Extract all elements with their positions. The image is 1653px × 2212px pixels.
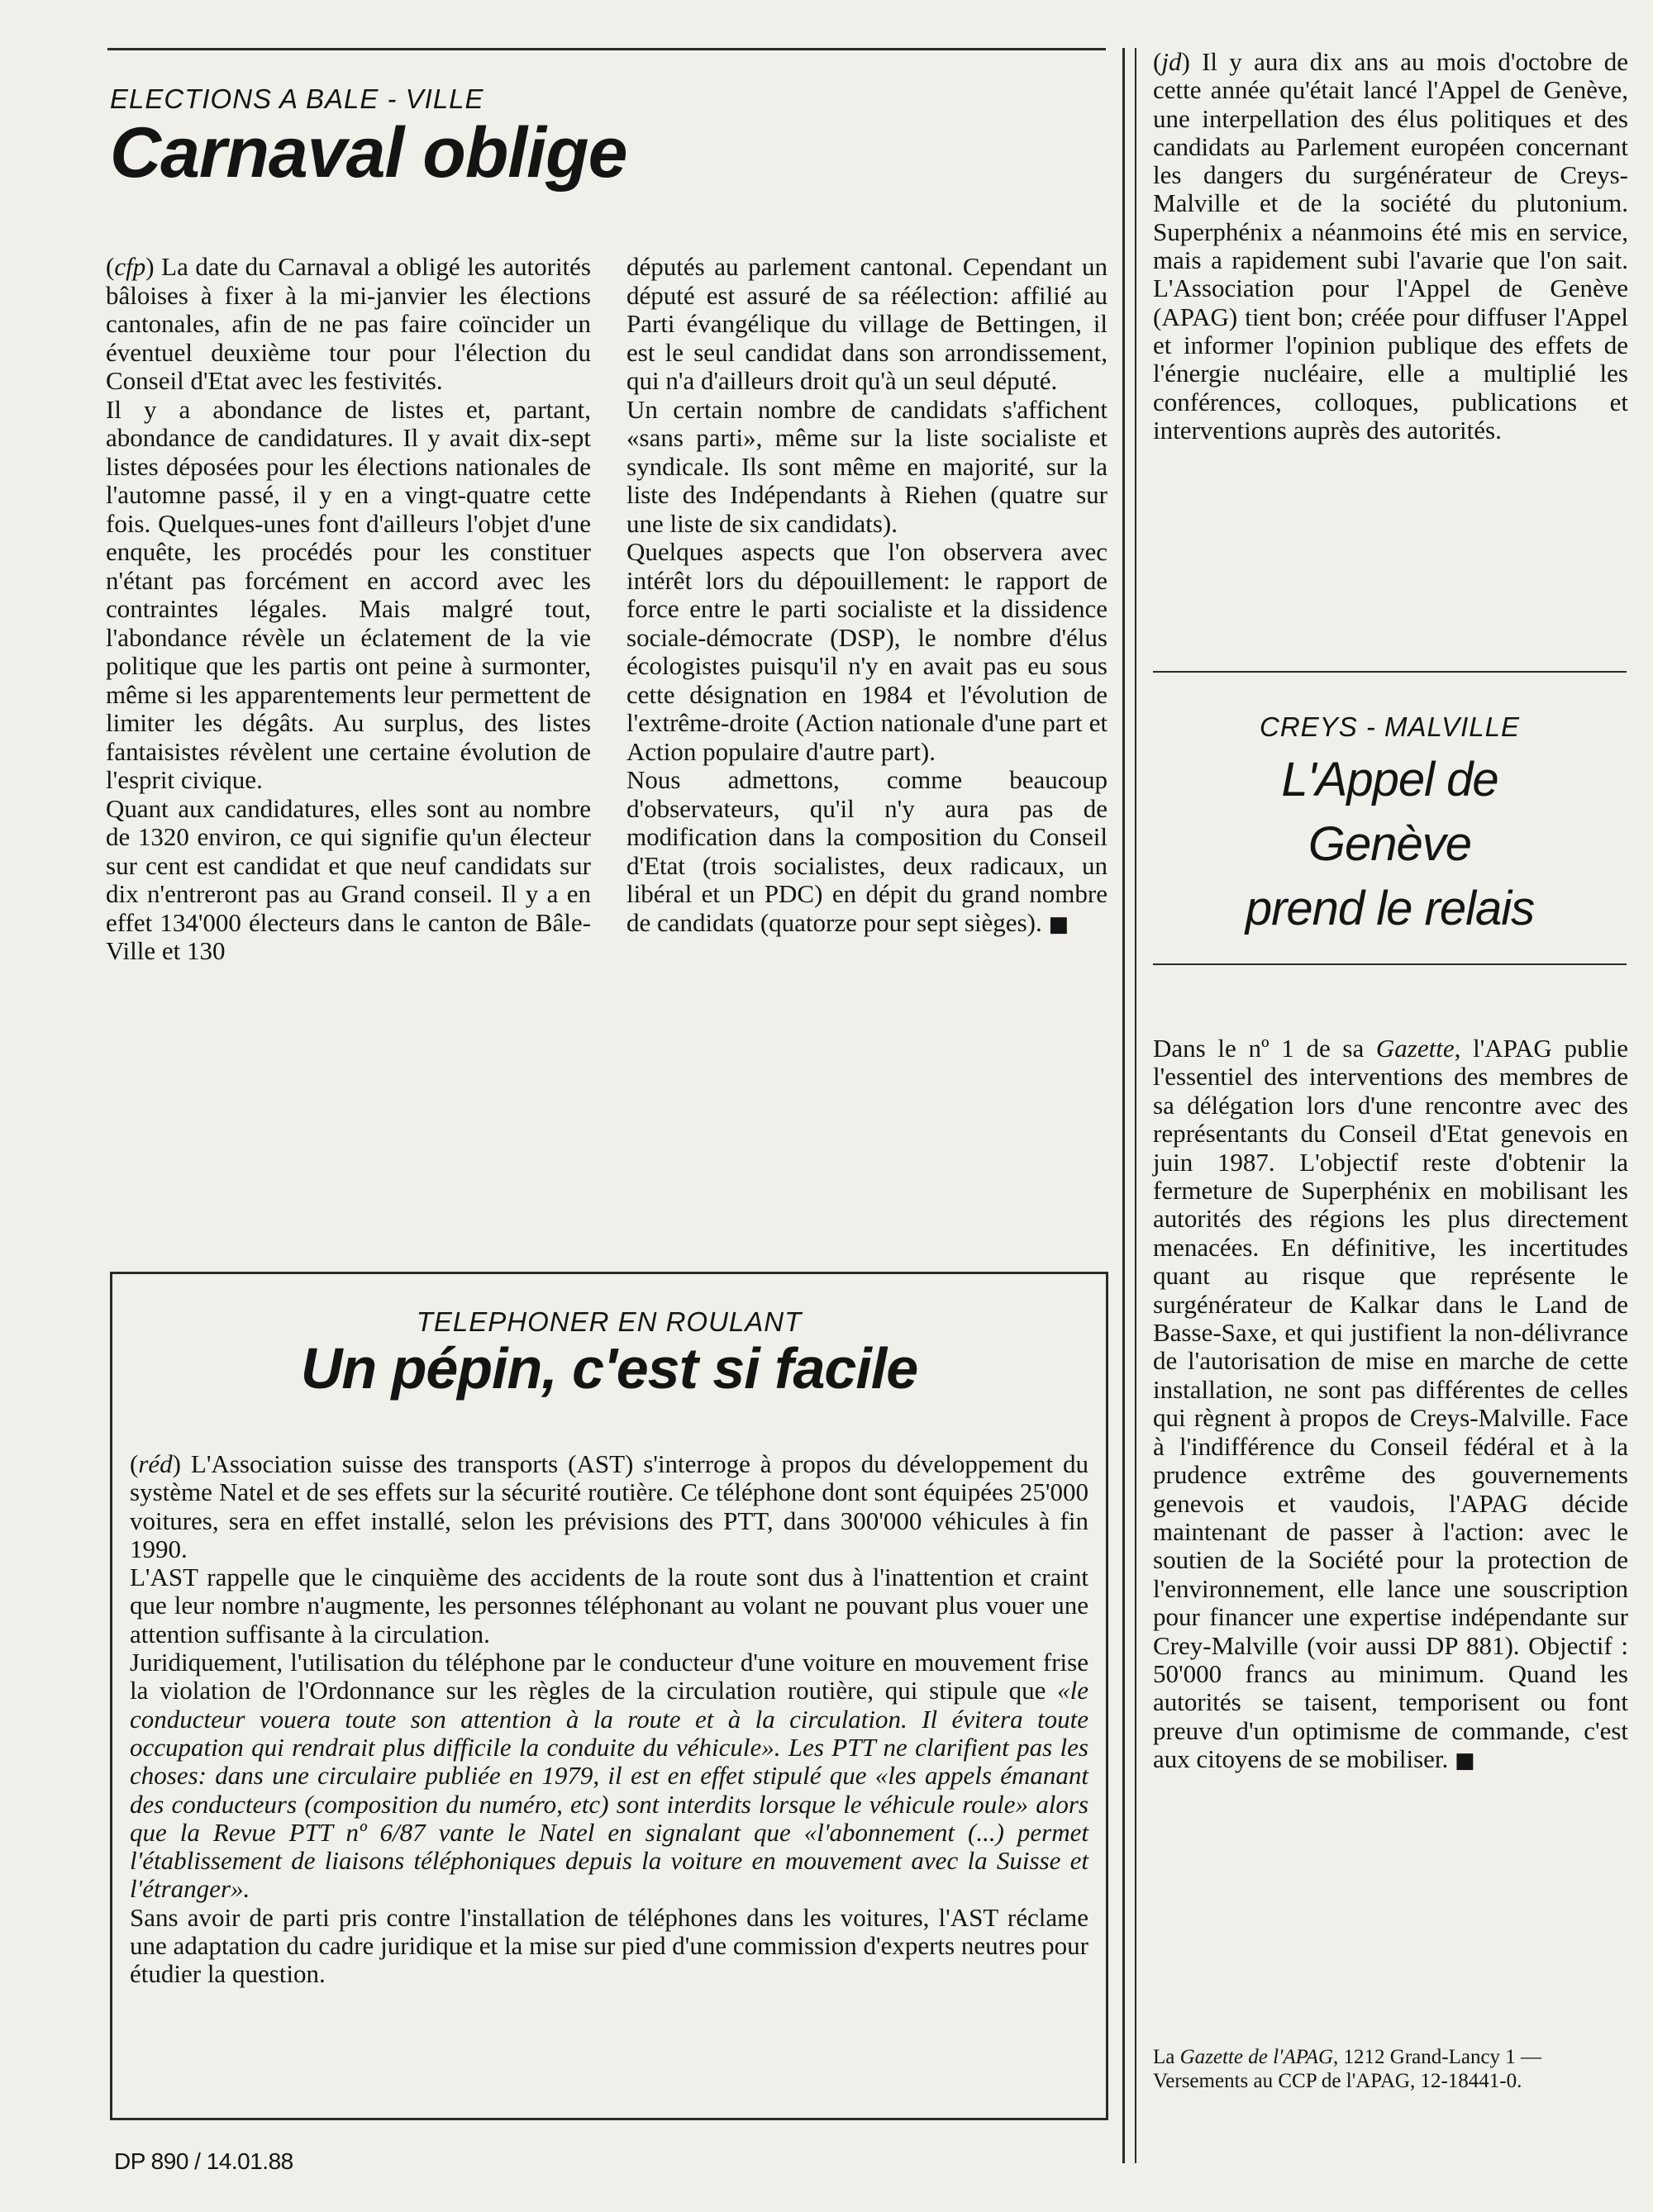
column-divider-left — [1122, 48, 1125, 2163]
carnaval-paragraph: Un certain nombre de candidats s'affichent «sans parti», même sur la liste socialiste et syndicale. Ils sont même en majorité, sur la liste des Indépendants à Riehen (quatre sur une liste de six candidats). — [626, 394, 1108, 538]
telephone-paragraph: Sans avoir de parti pris contre l'installation de téléphones dans les voitures, l'AST réclame une adaptation du cadre juridique et la mise sur pied d'une commission d'experts neutres pour étudier la question. — [130, 1902, 1089, 1989]
creys-top-rule — [1153, 671, 1627, 673]
gazette-title: Gazette de l'APAG — [1179, 2046, 1334, 2068]
page-folio: DP 890 / 14.01.88 — [114, 2148, 293, 2174]
carnaval-paragraph: (cfp) La date du Carnaval a obligé les autorités bâloises à fixer à la mi-janvier les élections cantonales, afin de ne pas faire coïncider un éventuel deuxième tour pour l'élection du Conseil d'Etat avec les festivités. — [106, 252, 591, 395]
carnaval-column-2 — [626, 253, 1108, 939]
carnaval-paragraph: Il y a abondance de listes et, partant, abondance de candidatures. Il y avait dix-sept listes déposées pour les élections nationales de l'automne passé, il y en a vingt-quatre cette fois. Quelques-unes font d'ailleurs l'objet d'une enquête, les procédés pour les constituer n'étant pas forcément en accord avec les contraintes légales. Mais malgré tout, l'abondance révèle un éclatement de la vie politique que les partis ont peine à surmonter, même si les apparentements leur permettent de limiter les dégâts. Au surplus, des listes fantaisistes révèlent une certaine évolution de l'esprit civique. — [106, 394, 591, 794]
end-mark-icon: ■ — [1048, 911, 1069, 937]
carnaval-byline: cfp — [114, 252, 146, 281]
telephone-paragraph: L'AST rappelle que le cinquième des accidents de la route sont dus à l'inattention et craint que leur nombre n'augmente, les personnes téléphonant au volant ne pouvant plus vouer une attention suffisante à la circulation. — [130, 1563, 1089, 1648]
apag-byline: jd — [1161, 47, 1182, 76]
creys-bottom-rule — [1153, 963, 1627, 965]
telephone-title: Un pépin, c'est si facile — [300, 1336, 918, 1401]
gazette-title: Gazette — [1375, 1034, 1455, 1063]
carnaval-paragraph: Quelques aspects que l'on observera avec intérêt lors du dépouillement: le rapport de force entre le parti socialiste et la dissidence sociale-démocrate (DSP), le nombre d'élus écologistes puisqu'il n'y en avait pas eu sous cette désignation en 1984 et l'évolution de l'extrême-droite (Action nationale d'une part et Action populaire d'autre part). — [626, 537, 1108, 766]
creys-title-line: Genève — [1308, 817, 1472, 871]
carnaval-column-1 — [106, 253, 591, 966]
telephone-kicker: TELEPHONER EN ROULANT — [416, 1306, 803, 1337]
carnaval-title: Carnaval oblige — [110, 113, 627, 193]
column-divider-right — [1135, 48, 1136, 2163]
carnaval-kicker: ELECTIONS A BALE - VILLE — [110, 83, 484, 114]
telephone-body — [130, 1450, 1089, 1989]
carnaval-paragraph: Nous admettons, comme beaucoup d'observateurs, qu'il n'y aura pas de modification dans la composition du Conseil d'Etat (trois socialistes, deux radicaux, un libéral et un PDC) en dépit du grand nombre de candidats (quatorze pour sept sièges). ■ — [626, 765, 1108, 937]
end-mark-icon: ■ — [1455, 1748, 1475, 1774]
telephone-paragraph: (réd) L'Association suisse des transports (AST) s'interroge à propos du développement du système Natel et de ses effets sur la sécurité routière. Ce téléphone dont sont équipées 25'000 voitures, sera en effet installé, selon les prévisions des PTT, dans 300'000 véhicules à fin 1990. — [130, 1449, 1089, 1563]
carnaval-paragraph: Quant aux candidatures, elles sont au nombre de 1320 environ, ce qui signifie qu'un électeur sur cent est candidat et que neuf candidats sur dix n'entreront pas au Grand conseil. Il y a en effet 134'000 électeurs dans le canton de Bâle-Ville et 130 — [106, 793, 591, 965]
creys-body — [1153, 1035, 1628, 1776]
apag-paragraph: (jd) Il y aura dix ans au mois d'octobre de cette année qu'était lancé l'Appel de Genève, une interpellation des élus politiques et des candidats au Parlement européen concernant les dangers du surgénérateur de Creys-Malville et de la société du plutonium. Superphénix a néanmoins été mis en service, mais a rapidement subi l'avarie que l'on sait. L'Association pour l'Appel de Genève (APAG) tient bon; créée pour diffuser l'Appel et informer l'opinion publique des effets de l'énergie nucléaire, elle a multiplié les conférences, colloques, publications et interventions auprès des autorités. — [1153, 47, 1628, 445]
telephone-paragraph: Juridiquement, l'utilisation du téléphone par le conducteur d'une voiture en mouvement frise la violation de l'Ordonnance sur les règles de la circulation routière, qui stipule que «le conducteur vouera toute son attention à la route et à la circulation. Il évitera toute occupation qui rendrait plus difficile la conduite du véhicule». Les PTT ne clarifient pas les choses: dans une circulaire publiée en 1979, il est en effet stipulé que «les appels émanant des conducteurs (composition du numéro, etc) sont interdits lorsque le véhicule roule» alors que la Revue PTT nº 6/87 vante le Natel en signalant que «l'abonnement (...) permet l'établissement de liaisons téléphoniques depuis la voiture en mouvement avec la Suisse et l'étranger». — [130, 1648, 1089, 1904]
creys-title-line: prend le relais — [1245, 882, 1535, 935]
top-rule — [107, 48, 1106, 50]
creys-title-line: L'Appel de — [1281, 753, 1498, 806]
carnaval-paragraph: députés au parlement cantonal. Cependant un député est assuré de sa réélection: affilié au Parti évangélique du village de Bettingen, il est le seul candidat dans son arrondissement, qui n'a d'ailleurs droit qu'à un seul député. — [626, 252, 1108, 395]
creys-source-note: La Gazette de l'APAG, 1212 Grand-Lancy 1 — Versements au CCP de l'APAG, 12-18441-0. — [1153, 2046, 1542, 2092]
creys-title — [1153, 748, 1627, 941]
apag-intro — [1153, 48, 1628, 445]
telephone-quote: «le conducteur vouera toute son attention à la route et à la circulation. Il évitera toute occupation qui rendrait plus difficile la conduite du véhicule». Les PTT ne clarifient pas les choses: dans une circulaire publiée en 1979, il est en effet stipulé que «les appels émanant des conducteurs (composition du numéro, etc) sont interdits lorsque le véhicule roule» alors que la Revue PTT nº 6/87 vante le Natel en signalant que «l'abonnement (...) permet l'établissement de liaisons téléphoniques depuis la voiture en mouvement avec la Suisse et l'étranger». — [130, 1676, 1089, 1904]
creys-paragraph: Dans le nº 1 de sa Gazette, l'APAG publie l'essentiel des interventions des membres de sa délégation lors d'une rencontre avec des représentants du Conseil d'Etat genevois en juin 1987. L'objectif reste d'obtenir la fermeture de Superphénix en mobilisant les autorités des régions les plus directement menacées. En définitive, les incertitudes quant au risque que représente le surgénérateur de Kalkar dans le Land de Basse-Saxe, et qui justifient la non-délivrance de l'autorisation de mise en marche de cette installation, ne sont pas différentes de celles qui règnent à propos de Creys-Malville. Face à l'indifférence du Conseil fédéral et à la prudence extrême des gouvernements genevois et vaudois, l'APAG décide maintenant de passer à l'action: avec le soutien de la Société pour la protection de l'environnement, elle lance une souscription pour financer une expertise indépendante sur Crey-Malville (voir aussi DP 881). Objectif : 50'000 francs au minimum. Quand les autorités se taisent, temporisent ou font preuve d'un optimisme de commande, c'est aux citoyens de se mobiliser. ■ — [1153, 1034, 1628, 1774]
telephone-byline: réd — [138, 1449, 173, 1478]
creys-kicker: CREYS - MALVILLE — [1260, 711, 1520, 742]
